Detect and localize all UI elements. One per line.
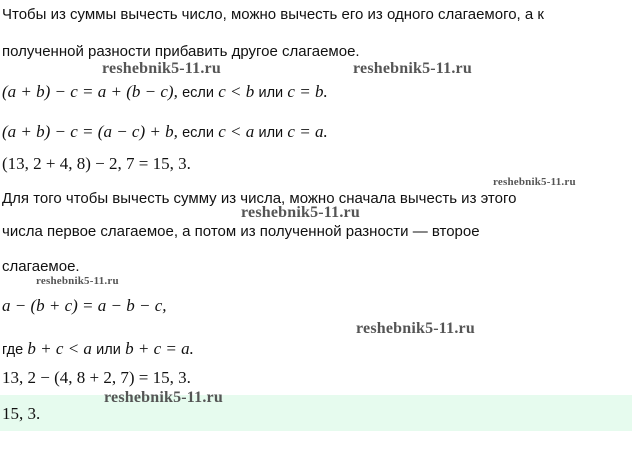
answer-highlight	[0, 395, 632, 431]
formula-2-expr: (a + b) − c = (a − c) + b,	[2, 122, 178, 141]
rule2-line3: слагаемое.	[2, 258, 80, 275]
formula-5	[2, 339, 194, 360]
answer-value: 15, 3.	[2, 404, 41, 423]
formula-1-cond: c < b	[218, 82, 255, 101]
watermark: reshebnik5-11.ru	[356, 320, 475, 337]
formula-1	[2, 82, 328, 103]
rule1-line2: полученной разности прибавить другое слагаемое.	[2, 43, 360, 60]
watermark: reshebnik5-11.ru	[102, 60, 221, 77]
rule2-line1: Для того чтобы вычесть сумму из числа, можно сначала вычесть из этого	[2, 190, 517, 207]
rule1-line1: Чтобы из суммы вычесть число, можно вычесть его из одного слагаемого, а к	[2, 6, 544, 23]
formula-1-if: если	[182, 85, 214, 101]
watermark: reshebnik5-11.ru	[241, 204, 360, 221]
formula-4	[2, 296, 167, 316]
formula-1-cond2: c = b.	[287, 82, 328, 101]
watermark: reshebnik5-11.ru	[104, 389, 223, 406]
formula-2-if: если	[182, 125, 214, 141]
formula-1-expr: (a + b) − c = a + (b − c),	[2, 82, 178, 101]
watermark: reshebnik5-11.ru	[493, 176, 576, 188]
rule2-line2: числа первое слагаемое, а потом из полученной разности — второе	[2, 223, 480, 240]
formula-2-or: или	[258, 125, 284, 141]
watermark: reshebnik5-11.ru	[353, 60, 472, 77]
formula-2	[2, 122, 328, 143]
formula-2-cond2: c = a.	[287, 122, 328, 141]
watermark: reshebnik5-11.ru	[36, 275, 119, 287]
formula-5-cond2: b + c = a.	[125, 339, 194, 358]
formula-1-or: или	[258, 85, 284, 101]
formula-5-where: где	[2, 342, 24, 358]
formula-5-or: или	[96, 342, 121, 358]
formula-3: (13, 2 + 4, 8) − 2, 7 = 15, 3.	[2, 154, 191, 173]
formula-6: 13, 2 − (4, 8 + 2, 7) = 15, 3.	[2, 368, 191, 387]
formula-5-cond: b + c < a	[27, 339, 92, 358]
formula-2-cond: c < a	[218, 122, 255, 141]
formula-4-expr: a − (b + c) = a − b − c,	[2, 296, 167, 315]
